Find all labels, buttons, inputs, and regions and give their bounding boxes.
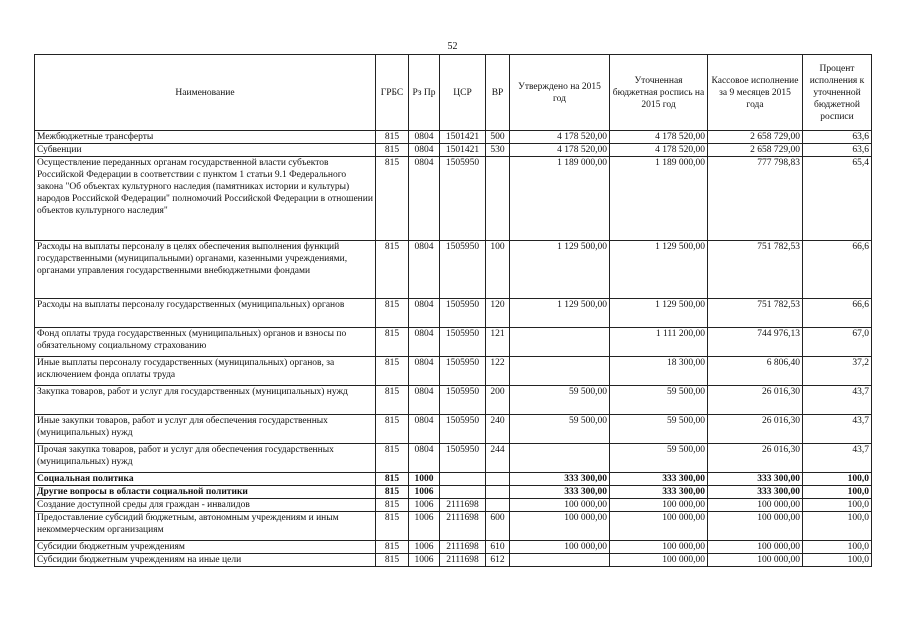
cell-vr: 200 (486, 386, 510, 415)
cell-rzpr: 0804 (409, 157, 440, 241)
cell-specified: 4 178 520,00 (610, 131, 708, 144)
cell-csr: 1505950 (440, 444, 486, 473)
cell-csr: 2111698 (440, 499, 486, 512)
cell-vr: 610 (486, 541, 510, 554)
cell-vr: 600 (486, 512, 510, 541)
cell-executed: 2 658 729,00 (708, 131, 803, 144)
cell-executed: 333 300,00 (708, 486, 803, 499)
header-grbs: ГРБС (376, 55, 409, 131)
table-row (35, 541, 872, 554)
cell-approved: 59 500,00 (510, 415, 610, 444)
cell-approved: 1 129 500,00 (510, 241, 610, 299)
cell-grbs: 815 (376, 486, 409, 499)
cell-rzpr: 1006 (409, 554, 440, 567)
cell-executed: 744 976,13 (708, 328, 803, 357)
cell-executed: 100 000,00 (708, 512, 803, 541)
cell-executed: 100 000,00 (708, 499, 803, 512)
header-vr: ВР (486, 55, 510, 131)
page-number: 52 (447, 41, 458, 52)
cell-percent: 100,0 (803, 486, 872, 499)
table-row (35, 415, 872, 444)
cell-name: Закупка товаров, работ и услуг для государственных (муниципальных) нужд (35, 386, 376, 415)
cell-vr: 121 (486, 328, 510, 357)
cell-specified: 100 000,00 (610, 512, 708, 541)
cell-grbs: 815 (376, 241, 409, 299)
cell-rzpr: 1006 (409, 512, 440, 541)
cell-rzpr: 0804 (409, 415, 440, 444)
cell-executed: 26 016,30 (708, 415, 803, 444)
cell-rzpr: 0804 (409, 299, 440, 328)
cell-grbs: 815 (376, 386, 409, 415)
budget-table (34, 54, 872, 567)
table-row (35, 499, 872, 512)
cell-approved: 100 000,00 (510, 499, 610, 512)
cell-specified: 1 129 500,00 (610, 299, 708, 328)
cell-approved (510, 444, 610, 473)
cell-percent: 100,0 (803, 473, 872, 486)
table-row (35, 241, 872, 299)
cell-csr (440, 486, 486, 499)
cell-approved: 100 000,00 (510, 512, 610, 541)
cell-approved: 59 500,00 (510, 386, 610, 415)
cell-rzpr: 1006 (409, 541, 440, 554)
cell-approved: 1 129 500,00 (510, 299, 610, 328)
cell-name: Социальная политика (35, 473, 376, 486)
cell-percent: 63,6 (803, 144, 872, 157)
cell-vr: 244 (486, 444, 510, 473)
cell-percent: 43,7 (803, 415, 872, 444)
cell-percent: 100,0 (803, 541, 872, 554)
cell-csr: 1501421 (440, 144, 486, 157)
cell-grbs: 815 (376, 357, 409, 386)
cell-rzpr: 0804 (409, 241, 440, 299)
header-name: Наименование (35, 55, 376, 131)
cell-name: Прочая закупка товаров, работ и услуг для обеспечения государственных (муниципальных) нужд (35, 444, 376, 473)
cell-rzpr: 0804 (409, 444, 440, 473)
header-executed: Кассовое исполнение за 9 месяцев 2015 года (708, 55, 803, 131)
cell-csr: 1505950 (440, 241, 486, 299)
cell-specified: 100 000,00 (610, 499, 708, 512)
table-row (35, 328, 872, 357)
table-row (35, 444, 872, 473)
header-row (35, 55, 872, 131)
cell-name: Создание доступной среды для граждан - инвалидов (35, 499, 376, 512)
header-csr: ЦСР (440, 55, 486, 131)
cell-executed: 751 782,53 (708, 241, 803, 299)
cell-grbs: 815 (376, 157, 409, 241)
cell-csr (440, 473, 486, 486)
cell-csr: 1505950 (440, 328, 486, 357)
cell-specified: 59 500,00 (610, 386, 708, 415)
cell-name: Субсидии бюджетным учреждениям на иные цели (35, 554, 376, 567)
cell-grbs: 815 (376, 444, 409, 473)
cell-csr: 1505950 (440, 415, 486, 444)
cell-grbs: 815 (376, 512, 409, 541)
cell-name: Расходы на выплаты персоналу государственных (муниципальных) органов (35, 299, 376, 328)
table-row (35, 157, 872, 241)
cell-csr: 1501421 (440, 131, 486, 144)
table-row (35, 357, 872, 386)
cell-executed: 100 000,00 (708, 554, 803, 567)
cell-csr: 2111698 (440, 512, 486, 541)
cell-name: Другие вопросы в области социальной политики (35, 486, 376, 499)
cell-executed: 6 806,40 (708, 357, 803, 386)
cell-csr: 1505950 (440, 357, 486, 386)
cell-specified: 1 189 000,00 (610, 157, 708, 241)
cell-name: Фонд оплаты труда государственных (муниципальных) органов и взносы по обязательному социальному страхованию (35, 328, 376, 357)
cell-name: Осуществление переданных органам государственной власти субъектов Российской Федерации в соответствии с пунктом 1 статьи 9.1 Федерального закона "Об объектах культурного наследия (памятниках истории и культуры) народов Российской Федерации" полномочий Российской Федерации в отношении объектов культурного наследия" (35, 157, 376, 241)
cell-approved: 4 178 520,00 (510, 144, 610, 157)
cell-rzpr: 1006 (409, 486, 440, 499)
cell-approved: 100 000,00 (510, 541, 610, 554)
cell-approved (510, 357, 610, 386)
cell-executed: 26 016,30 (708, 444, 803, 473)
cell-csr: 1505950 (440, 299, 486, 328)
cell-approved: 333 300,00 (510, 486, 610, 499)
cell-percent: 100,0 (803, 499, 872, 512)
cell-rzpr: 0804 (409, 131, 440, 144)
cell-name: Иные выплаты персоналу государственных (муниципальных) органов, за исключением фонда оплаты труда (35, 357, 376, 386)
cell-percent: 100,0 (803, 512, 872, 541)
table-row (35, 554, 872, 567)
cell-specified: 59 500,00 (610, 415, 708, 444)
cell-vr: 122 (486, 357, 510, 386)
table-body (35, 131, 872, 567)
cell-csr: 2111698 (440, 541, 486, 554)
cell-executed: 100 000,00 (708, 541, 803, 554)
cell-percent: 66,6 (803, 299, 872, 328)
cell-percent: 37,2 (803, 357, 872, 386)
table-row (35, 512, 872, 541)
cell-specified: 18 300,00 (610, 357, 708, 386)
cell-percent: 63,6 (803, 131, 872, 144)
cell-name: Предоставление субсидий бюджетным, автономным учреждениям и иным некоммерческим организациям (35, 512, 376, 541)
cell-specified: 4 178 520,00 (610, 144, 708, 157)
table-row (35, 473, 872, 486)
cell-vr: 120 (486, 299, 510, 328)
table-row (35, 299, 872, 328)
table-row (35, 144, 872, 157)
cell-percent: 43,7 (803, 444, 872, 473)
cell-grbs: 815 (376, 328, 409, 357)
cell-approved: 1 189 000,00 (510, 157, 610, 241)
cell-name: Субсидии бюджетным учреждениям (35, 541, 376, 554)
cell-approved (510, 554, 610, 567)
cell-vr: 530 (486, 144, 510, 157)
cell-vr: 500 (486, 131, 510, 144)
table-row (35, 131, 872, 144)
cell-name: Иные закупки товаров, работ и услуг для обеспечения государственных (муниципальных) нужд (35, 415, 376, 444)
cell-rzpr: 0804 (409, 328, 440, 357)
cell-executed: 333 300,00 (708, 473, 803, 486)
cell-vr (486, 473, 510, 486)
cell-executed: 777 798,83 (708, 157, 803, 241)
cell-rzpr: 0804 (409, 357, 440, 386)
cell-grbs: 815 (376, 541, 409, 554)
cell-rzpr: 0804 (409, 144, 440, 157)
cell-approved (510, 328, 610, 357)
cell-approved: 333 300,00 (510, 473, 610, 486)
cell-grbs: 815 (376, 131, 409, 144)
cell-specified: 100 000,00 (610, 541, 708, 554)
cell-executed: 26 016,30 (708, 386, 803, 415)
cell-rzpr: 0804 (409, 386, 440, 415)
header-percent: Процент исполнения к уточненной бюджетной росписи (803, 55, 872, 131)
cell-csr: 1505950 (440, 157, 486, 241)
cell-vr: 612 (486, 554, 510, 567)
cell-executed: 751 782,53 (708, 299, 803, 328)
cell-specified: 1 111 200,00 (610, 328, 708, 357)
header-specified: Уточненная бюджетная роспись на 2015 год (610, 55, 708, 131)
table-row (35, 386, 872, 415)
cell-vr: 240 (486, 415, 510, 444)
header-rzpr: Рз Пр (409, 55, 440, 131)
cell-grbs: 815 (376, 473, 409, 486)
cell-percent: 43,7 (803, 386, 872, 415)
table-row (35, 486, 872, 499)
cell-vr: 100 (486, 241, 510, 299)
cell-percent: 66,6 (803, 241, 872, 299)
cell-percent: 67,0 (803, 328, 872, 357)
cell-specified: 59 500,00 (610, 444, 708, 473)
cell-grbs: 815 (376, 144, 409, 157)
cell-grbs: 815 (376, 554, 409, 567)
cell-name: Расходы на выплаты персоналу в целях обеспечения выполнения функций государственными (муниципальными) органами, казенными учреждениями, органами управления государственными внебюджетными фондами (35, 241, 376, 299)
cell-vr (486, 499, 510, 512)
cell-executed: 2 658 729,00 (708, 144, 803, 157)
header-approved: Утверждено на 2015 год (510, 55, 610, 131)
cell-grbs: 815 (376, 299, 409, 328)
cell-approved: 4 178 520,00 (510, 131, 610, 144)
cell-rzpr: 1006 (409, 499, 440, 512)
cell-grbs: 815 (376, 415, 409, 444)
cell-specified: 1 129 500,00 (610, 241, 708, 299)
cell-percent: 65,4 (803, 157, 872, 241)
cell-grbs: 815 (376, 499, 409, 512)
cell-name: Субвенции (35, 144, 376, 157)
cell-name: Межбюджетные трансферты (35, 131, 376, 144)
cell-csr: 2111698 (440, 554, 486, 567)
cell-vr (486, 486, 510, 499)
cell-specified: 100 000,00 (610, 554, 708, 567)
cell-rzpr: 1000 (409, 473, 440, 486)
cell-specified: 333 300,00 (610, 473, 708, 486)
cell-csr: 1505950 (440, 386, 486, 415)
cell-percent: 100,0 (803, 554, 872, 567)
cell-specified: 333 300,00 (610, 486, 708, 499)
cell-vr (486, 157, 510, 241)
